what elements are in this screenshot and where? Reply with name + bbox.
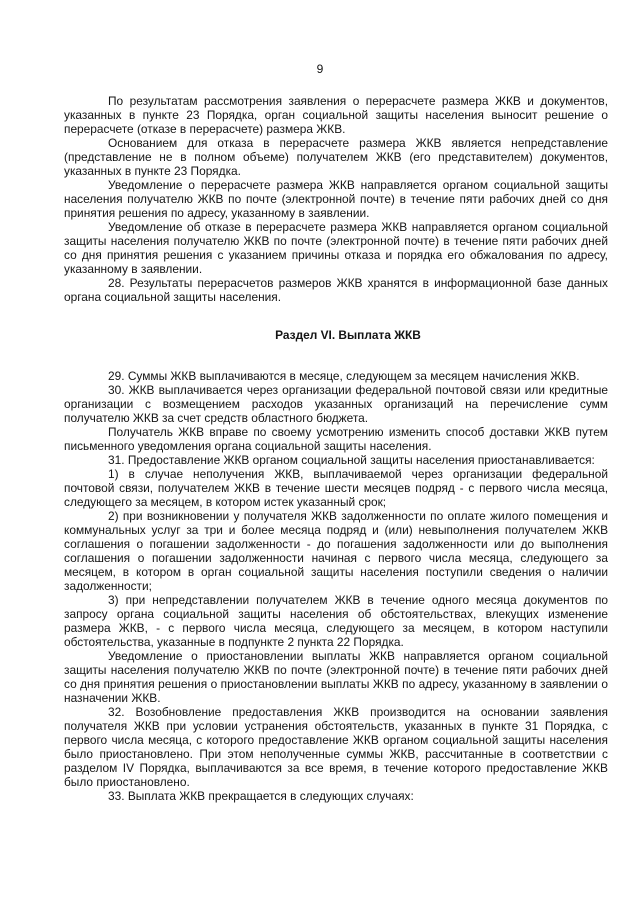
list-item: 2) при возникновении у получателя ЖКВ задолженности по оплате жилого помещения и коммунальных услуг за три и более месяца подряд и (или) невыполнения получателем ЖКВ соглашения о погашении задолженности - до погашения задолженности или до выполнения соглашения о погашении задолженности начиная с первого числа месяца, следующего за месяцем, в котором в орган социальной защиты населения поступили сведения о наличии задолженности; [64, 509, 608, 593]
list-item: 1) в случае неполучения ЖКВ, выплачиваемой через организации федеральной почтовой связи, получателем ЖКВ в течение шести месяцев подряд - с первого числа месяца, следующего за месяцем, в котором истек указанный срок; [64, 467, 608, 509]
spacer [64, 304, 608, 328]
paragraph: 30. ЖКВ выплачивается через организации федеральной почтовой связи или кредитные организации с возмещением расходов указанных организаций на перечисление сумм получателю ЖКВ за счет средств областного бюджета. [64, 383, 608, 425]
paragraph: 29. Суммы ЖКВ выплачиваются в месяце, следующем за месяцем начисления ЖКВ. [108, 369, 580, 383]
section-heading: Раздел VI. Выплата ЖКВ [275, 328, 421, 342]
list-item: 3) при непредставлении получателем ЖКВ в течение одного месяца документов по запросу органа социальной защиты населения об обстоятельствах, влекущих изменение размера ЖКВ, - с первого числа месяца, следующего за месяцем, в котором наступили обстоятельства, указанные в подпункте 2 пункта 22 Порядка. [64, 593, 608, 649]
paragraph: 28. Результаты перерасчетов размеров ЖКВ хранятся в информационной базе данных органа социальной защиты населения. [64, 276, 608, 304]
page-number: 9 [316, 62, 324, 76]
paragraph: Получатель ЖКВ вправе по своему усмотрению изменить способ доставки ЖКВ путем письменного уведомления органа социальной защиты населения. [64, 425, 608, 453]
paragraph: 31. Предоставление ЖКВ органом социальной защиты населения приостанавливается: [108, 453, 595, 467]
paragraph: Основанием для отказа в перерасчете размера ЖКВ является непредставление (представление не в полном объеме) получателем ЖКВ (его представителем) документов, указанных в пункте 23 Порядка. [64, 136, 608, 178]
paragraph: Уведомление о приостановлении выплаты ЖКВ направляется органом социальной защиты населения получателю ЖКВ по почте (электронной почте) в течение пяти рабочих дней со дня принятия решения о приостановлении выплаты ЖКВ по адресу, указанному в заявлении о назначении ЖКВ. [64, 649, 608, 705]
document-body [64, 94, 608, 803]
spacer [64, 342, 608, 369]
paragraph: 32. Возобновление предоставления ЖКВ производится на основании заявления получателя ЖКВ при условии устранения обстоятельств, указанных в пункте 31 Порядка, с первого числа месяца, с которого предоставление ЖКВ органом социальной защиты населения было приостановлено. При этом неполученные суммы ЖКВ, рассчитанные в соответствии с разделом IV Порядка, выплачиваются за все время, в течение которого предоставление ЖКВ было приостановлено. [64, 705, 608, 789]
paragraph: Уведомление о перерасчете размера ЖКВ направляется органом социальной защиты населения получателю ЖКВ по почте (электронной почте) в течение пяти рабочих дней со дня принятия решения по адресу, указанному в заявлении. [64, 178, 608, 220]
paragraph: 33. Выплата ЖКВ прекращается в следующих случаях: [108, 789, 414, 803]
paragraph: Уведомление об отказе в перерасчете размера ЖКВ направляется органом социальной защиты населения получателю ЖКВ по почте (электронной почте) в течение пяти рабочих дней со дня принятия решения с указанием причины отказа и порядка его обжалования по адресу, указанному в заявлении. [64, 220, 608, 276]
paragraph: По результатам рассмотрения заявления о перерасчете размера ЖКВ и документов, указанных в пункте 23 Порядка, орган социальной защиты населения выносит решение о перерасчете (отказе в перерасчете) размера ЖКВ. [64, 94, 608, 136]
